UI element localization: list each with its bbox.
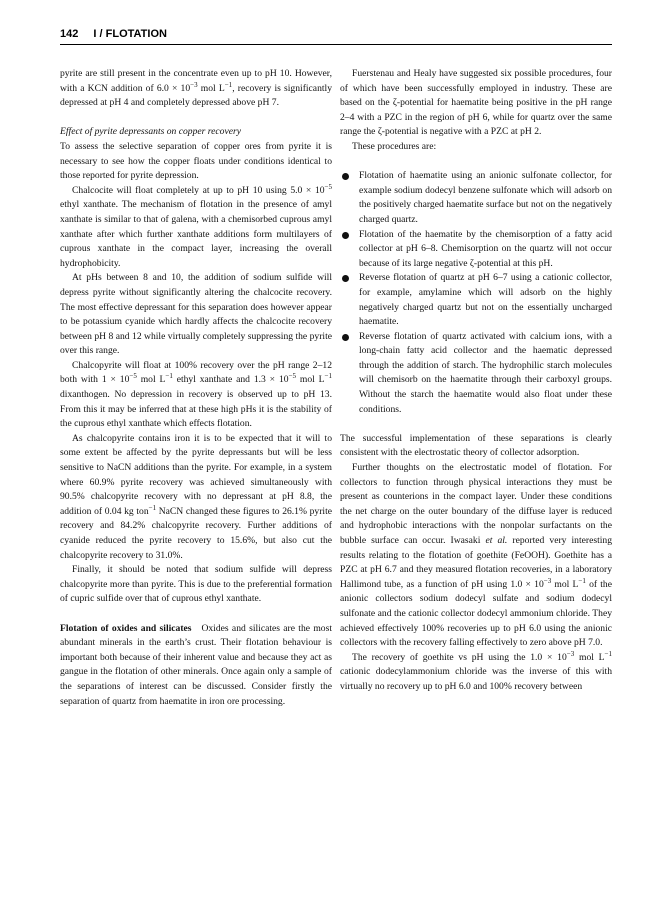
bullet-icon <box>342 334 349 341</box>
running-header <box>60 27 612 41</box>
paragraph-oxides: Flotation of oxides and silicates Oxides and silicates are the most abundant minerals in the earth’s crust. Their flotation behaviour is important both because of their inherent value and because they act as gangue in the flotation of other minerals. Once again only a sample of the separations of interest can be discussed. Consider firstly the separation of quartz from haematite in iron ore processing. <box>60 622 332 707</box>
list-item: Flotation of the haematite by the chemisorption of a fatty acid collector at pH 6–8. Chemisorption on the quartz will not occur because of its large negative ζ-potential at this pH. <box>340 228 612 272</box>
list-item: Flotation of haematite using an anionic sulfonate collector, for example sodium dodecyl benzene sulfonate which will adsorb on the positively charged haematite surface but not on the negatively charged quartz. <box>340 169 612 227</box>
paragraph: Chalcocite will float completely at up to pH 10 using $5.0 \times 10^{-5}$ ethyl xanthate. The mechanism of flotation in the presence of amyl xanthate is similar to that of galena, with a chemisorbed cuprous amyl xanthate after which further xanthate additions form multilayers of cuprous xanthate in the compact layer, increasing the overall hydrophobicity. <box>60 182 332 269</box>
header-rule <box>60 44 612 45</box>
paragraph: To assess the selective separation of copper ores from pyrite it is necessary to see how the copper floats under conditions identical to those reported for pyrite depression. <box>60 140 332 182</box>
subheading-oxides-silicates: Flotation of oxides and silicates <box>60 622 192 634</box>
paragraph: Chalcopyrite will float at 100% recovery over the pH range 2–12 both with $1 \times 10^{-5}$ mol $L^{-1}$ ethyl xanthate and $1.3 \times 10^{-5}$ mol $L^{-1}$ dixanthogen. No depression in recovery is observed up to pH 13. From this it may be inferred that at these high pHs it is the stability of the cuprous ethyl xanthate which effects flotation. <box>60 359 332 430</box>
bullet-icon <box>342 275 349 282</box>
paragraph: The recovery of goethite vs pH using the $1.0 \times 10^{-3}$ mol $L^{-1}$ cationic dodecylammonium chloride was the inverse of this with virtually no recovery up to pH 6.0 and 100% recovery between <box>340 649 612 692</box>
left-column <box>60 67 332 709</box>
subheading-copper-recovery: Effect of pyrite depressants on copper recovery <box>60 126 241 138</box>
section-title: I / FLOTATION <box>93 28 167 40</box>
list-item: Reverse flotation of quartz activated with calcium ions, with a long-chain fatty acid collector and the haematic depressed through the addition of starch. The hydrophilic starch molecules will chemisorb on the haematite through their carboxyl groups. Without the starch the haematite would also float under these conditions. <box>340 330 612 418</box>
bullet-icon <box>342 173 349 180</box>
paragraph: The successful implementation of these separations is clearly consistent with the electrostatic theory of collector adsorption. <box>340 432 612 459</box>
paragraph: Finally, it should be noted that sodium sulfide will depress chalcopyrite more than pyrite. This is due to the preferential formation of cupric sulfide over that of cuprous ethyl xanthate. <box>60 564 332 605</box>
procedure-list <box>340 169 612 417</box>
paragraph: pyrite are still present in the concentrate even up to pH 10. However, with a KCN addition of $6.0 \times 10^{-3}$ mol $L^{-1}$, recovery is significantly depressed at pH 4 and completely depressed above pH 7. <box>60 68 332 109</box>
paragraph: Fuerstenau and Healy have suggested six possible procedures, four of which have been successfully employed in industry. These are based on the ζ-potential for haematite being positive in the pH range 2–4 with a PZC in the region of pH 6, while for quartz over the same range the ζ-potential is negative with a PZC at pH 2. <box>340 68 612 138</box>
paragraph: At pHs between 8 and 10, the addition of sodium sulfide will depress pyrite without significantly altering the chalcocite recovery. The most effective depressant for this separation does however appear to be potassium cyanide which hardly affects the chalcocite recovery between pH 8 and 12 while virtually completely suppressing the pyrite over this range. <box>60 272 332 357</box>
page-number: 142 <box>60 28 79 40</box>
bullet-icon <box>342 232 349 239</box>
paragraph: These procedures are: <box>352 140 437 152</box>
list-item: Reverse flotation of quartz at pH 6–7 using a cationic collector, for example, amylamine which will adsorb on the highly negatively charged quartz but not on the essentially uncharged haematite. <box>340 271 612 329</box>
right-column <box>340 67 612 695</box>
paragraph: As chalcopyrite contains iron it is to be expected that it will to some extent be affected by the pyrite depressants but will be less sensitive to NaCN additions than the pyrite. For example, in a system where 60.9% pyrite recovery was achieved simultaneously with 90.5% chalcopyrite recovery with no depressant at pH 8.8, the addition of 0.04 kg ton$^{-1}$ NaCN changed these figures to 26.1% pyrite recovery and 84.2% chalcopyrite recovery. Further additions of cyanide reduced the pyrite recovery to 15.6%, but also cut the chalcopyrite recovery to 31.0%. <box>60 432 332 561</box>
paragraph: Further thoughts on the electrostatic model of flotation. For collectors to function through physical interactions they must be present as counterions in the compact layer. Under these conditions the net charge on the outer boundary of the diffuse layer is reduced and hydrophobic interactions with the nonpolar surfactants on the bubble surface can occur. Iwasaki et al. reported very interesting results relating to the flotation of goethite (FeOOH). Goethite has a PZC at pH 6.7 and they measured flotation recoveries, in a laboratory Hallimond tube, as a function of pH using $1.0 \times 10^{-3}$ mol $L^{-1}$ of the anionic collectors sodium dodecyl sulfate and sodium dodecyl sulfonate and the cationic collector dodecyl ammonium chloride. They achieved effectively 100% recoveries up to pH 6.0 using the anionic collectors with the recovery falling effectively to zero above pH 7.0. <box>340 462 613 649</box>
